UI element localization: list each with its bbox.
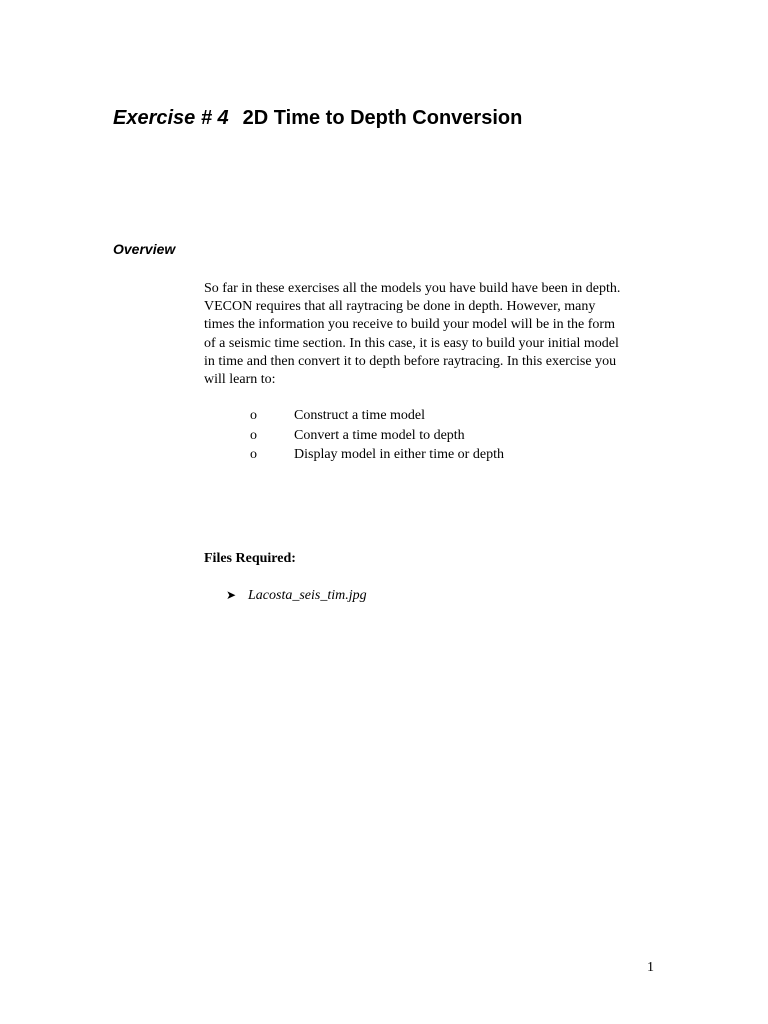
exercise-title [113,107,522,130]
list-item-text: Display model in either time or depth [294,447,504,462]
paragraph-line: VECON requires that all raytracing be done in depth. However, many [204,299,596,315]
files-required-heading: Files Required: [204,551,296,566]
overview-paragraph [204,280,664,389]
list-item [226,588,367,604]
file-name: Lacosta_seis_tim.jpg [248,588,367,603]
list-item [250,426,504,446]
files-required-list [226,588,367,604]
exercise-subject: 2D Time to Depth Conversion [242,107,523,129]
list-item-text: Construct a time model [294,408,426,423]
exercise-number: Exercise # 4 [113,107,229,129]
arrow-bullet-icon: ➤ [226,588,237,602]
bullet-marker: o [250,408,257,423]
list-item-text: Convert a time model to depth [294,427,465,443]
overview-heading: Overview [113,241,176,257]
paragraph-line: of a seismic time section. In this case, it is easy to build your initial model [204,335,619,351]
paragraph-line: So far in these exercises all the models you have build have been in depth. [204,281,621,296]
learning-objectives-list [250,406,504,465]
bullet-marker: o [250,427,257,443]
paragraph-line: in time and then convert it to depth before raytracing. In this exercise you [204,353,617,369]
list-item [250,406,504,426]
paragraph-line: times the information you receive to build your model will be in the form [204,317,615,333]
paragraph-line: will learn to: [204,372,276,388]
bullet-marker: o [250,447,257,462]
list-item [250,445,504,465]
page-number: 1 [647,960,654,975]
